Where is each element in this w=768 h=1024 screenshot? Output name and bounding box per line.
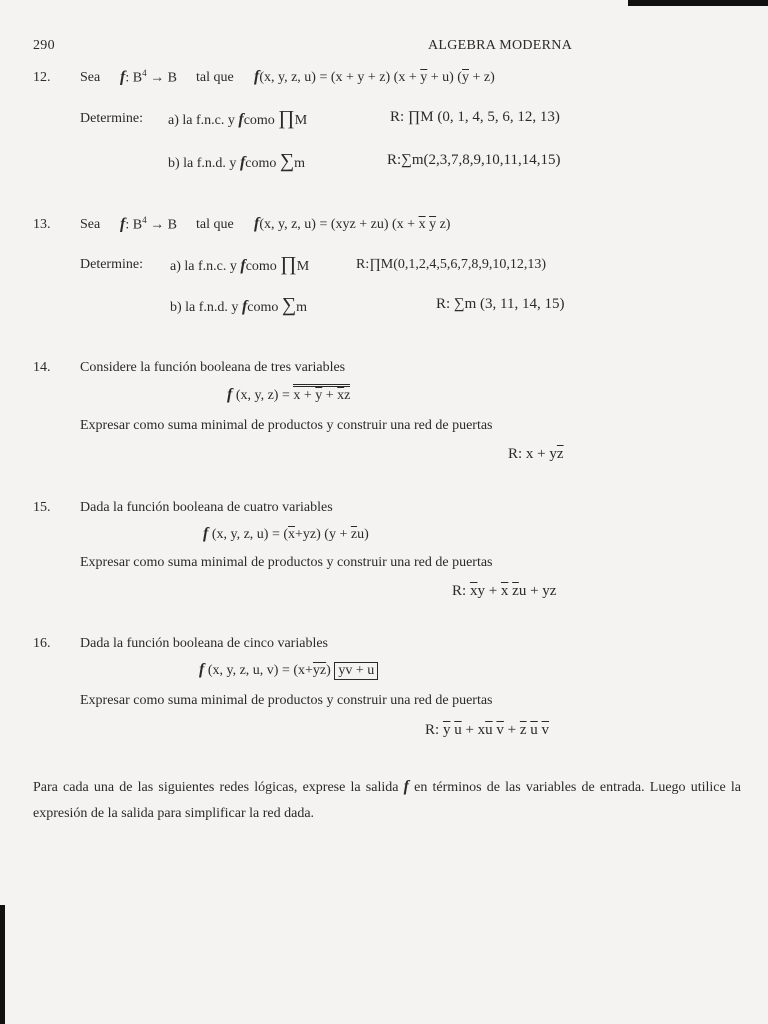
function-formula: f (x, y, $z) = x + \overline{y} + \overline{x}z$ — [227, 386, 351, 403]
problem-number: 12. — [33, 70, 51, 85]
problem-number: 13. — [33, 217, 51, 232]
function-mapping: f: $B^4 \to B$ — [120, 215, 177, 233]
sea-label: Sea — [80, 217, 101, 232]
determine-label: Determine: — [80, 257, 143, 272]
tal-que-label: tal que — [196, 70, 234, 85]
function-expression: f(x, y, z, u) = (xyz + zu) ($x + \overline{x}$ $\overline{y}$ z) — [254, 215, 451, 232]
part-b: b) la f.n.d. y fcomo ∑m — [168, 150, 306, 172]
part-a: a) la f.n.c. y fcomo ∏M — [170, 253, 310, 275]
problem-number: 14. — [33, 360, 51, 375]
answer-b: R:∑m(2,3,7,8,9,10,11,14,15) — [387, 152, 561, 168]
closing-paragraph: Para cada una de las siguientes redes lógicas, exprese la salida f en términos de las variables de entrada. Luego utilice la expresión de la salida para simplificar la red dada. — [33, 778, 742, 821]
answer: R: $\overline{y}$ $\overline{u} + x\overline{u}$ $\overline{v} + \overline{z}$ $\overline{u}$ $\overline{v}$ — [425, 722, 550, 738]
function-expression: f(x, y, z, u) = (x + y + z) $(x + \overline{y} + u)$ $(\overline{y} + z)$ — [254, 68, 495, 85]
part-b: b) la f.n.d. y fcomo ∑m — [170, 294, 308, 316]
sea-label: Sea — [80, 70, 101, 85]
problem-statement: Dada la función booleana de cinco variables — [80, 636, 329, 651]
problem-number: 15. — [33, 500, 51, 515]
problem-statement: Considere la función booleana de tres variables — [80, 360, 346, 375]
function-formula: f (x, y, z, u, $v) = (x+\overline{yz})$ yv + u — [199, 661, 378, 680]
part-a: a) la f.n.c. y fcomo ∏M — [168, 107, 308, 129]
instruction: Expresar como suma minimal de productos y construir una red de puertas — [80, 555, 493, 570]
answer: R: $x + y\overline{z}$ — [508, 446, 564, 462]
answer: R: $\overline{x}y + \overline{x}$ $\overline{z}u$ + yz — [452, 583, 557, 599]
scan-edge-shadow — [628, 0, 768, 6]
problem-statement: Dada la función booleana de cuatro variables — [80, 500, 333, 515]
tal-que-label: tal que — [196, 217, 234, 232]
instruction: Expresar como suma minimal de productos y construir una red de puertas — [80, 693, 493, 708]
page-number: 290 — [33, 38, 55, 53]
running-title: ALGEBRA MODERNA — [428, 38, 573, 53]
instruction: Expresar como suma minimal de productos y construir una red de puertas — [80, 418, 493, 433]
function-mapping: f: $B^4 \to B$ — [120, 68, 177, 86]
scan-edge-shadow — [0, 905, 5, 1024]
problem-number: 16. — [33, 636, 51, 651]
answer-a: R:∏M(0,1,2,4,5,6,7,8,9,10,12,13) — [356, 257, 547, 272]
answer-a: R: ∏M (0, 1, 4, 5, 6, 12, 13) — [390, 109, 560, 125]
answer-b: R: ∑m (3, 11, 14, 15) — [436, 296, 565, 312]
determine-label: Determine: — [80, 111, 143, 126]
function-formula: f (x, y, z, $u) = (\overline{x}+yz) (y + \overline{z}u)$ — [203, 525, 369, 542]
